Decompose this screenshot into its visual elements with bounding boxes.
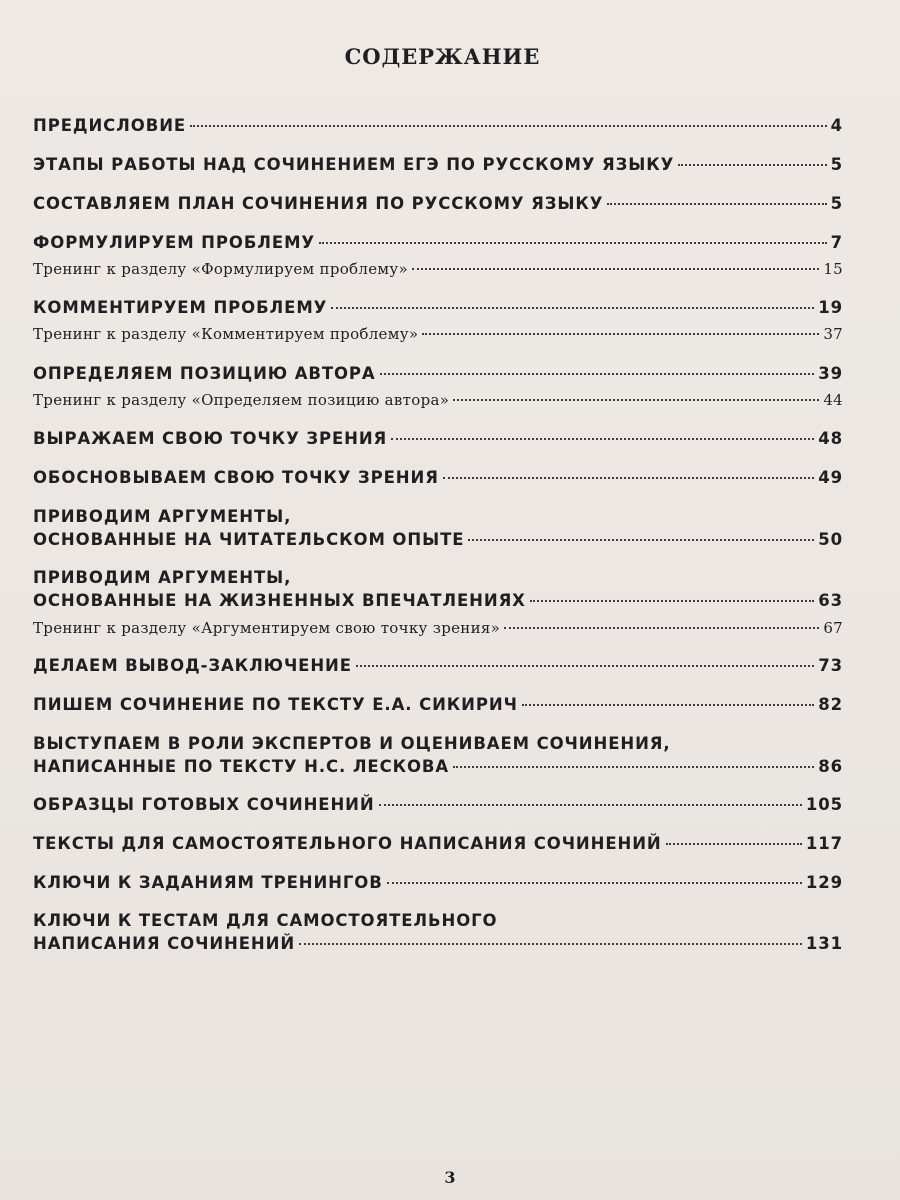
dot-leader: [522, 704, 814, 706]
toc-entry-page: 4: [830, 116, 843, 135]
toc-entry-page: 48: [818, 429, 843, 448]
dot-leader: [379, 804, 802, 806]
toc-entry: [33, 934, 843, 953]
toc-entry-page: 7: [830, 233, 843, 252]
toc-entry-page: 86: [818, 757, 843, 776]
toc-entry-page: 63: [818, 591, 843, 610]
toc-entry-first-line: КЛЮЧИ К ТЕСТАМ ДЛЯ САМОСТОЯТЕЛЬНОГО: [33, 911, 498, 930]
toc-entry-page: 82: [818, 695, 843, 714]
toc-entry-label: Тренинг к разделу «Комментируем проблему»: [33, 325, 419, 343]
dot-leader: [356, 665, 814, 667]
dot-leader: [453, 399, 819, 401]
toc-subentry: [33, 391, 843, 409]
toc-entry-label: Тренинг к разделу «Аргументируем свою точку зрения»: [33, 619, 501, 637]
toc-entry: [33, 873, 843, 892]
toc-entry: [33, 298, 843, 317]
toc-entry: [33, 429, 843, 448]
toc-entry-label: ВЫРАЖАЕМ СВОЮ ТОЧКУ ЗРЕНИЯ: [33, 429, 388, 448]
toc-subentry: [33, 619, 843, 637]
toc-entry: [33, 194, 843, 213]
dot-leader: [530, 600, 814, 602]
toc-entry: [33, 364, 843, 383]
toc-entry-page: 117: [805, 834, 843, 853]
toc-entry-label: ПРЕДИСЛОВИЕ: [33, 116, 187, 135]
dot-leader: [391, 438, 814, 440]
dot-leader: [387, 882, 802, 884]
toc-entry-label: ОБОСНОВЫВАЕМ СВОЮ ТОЧКУ ЗРЕНИЯ: [33, 468, 439, 487]
toc-entry-label: ДЕЛАЕМ ВЫВОД-ЗАКЛЮЧЕНИЕ: [33, 656, 352, 675]
toc-entry-label: КЛЮЧИ К ЗАДАНИЯМ ТРЕНИНГОВ: [33, 873, 383, 892]
toc-entry-page: 39: [818, 364, 843, 383]
toc-entry-label: Тренинг к разделу «Определяем позицию автора»: [33, 391, 450, 409]
dot-leader: [331, 307, 814, 309]
toc-entry-page: 67: [823, 619, 843, 637]
page-number: 3: [444, 1168, 456, 1187]
toc-entry: [33, 834, 843, 853]
dot-leader: [453, 766, 814, 768]
toc-entry: [33, 233, 843, 252]
toc-entry: [33, 468, 843, 487]
toc-entry-page: 129: [805, 873, 843, 892]
toc-entry: [33, 795, 843, 814]
toc-entry: [33, 757, 843, 776]
toc-entry-page: 44: [823, 391, 843, 409]
dot-leader: [380, 373, 815, 375]
dot-leader: [468, 539, 814, 541]
toc-entry-label: КОММЕНТИРУЕМ ПРОБЛЕМУ: [33, 298, 328, 317]
toc-entry-label: ОСНОВАННЫЕ НА ЖИЗНЕННЫХ ВПЕЧАТЛЕНИЯХ: [33, 591, 526, 610]
toc-entry-label: ЭТАПЫ РАБОТЫ НАД СОЧИНЕНИЕМ ЕГЭ ПО РУССКОМУ ЯЗЫКУ: [33, 155, 675, 174]
dot-leader: [443, 477, 814, 479]
toc-entry-label: ОБРАЗЦЫ ГОТОВЫХ СОЧИНЕНИЙ: [33, 795, 375, 814]
toc-entry-first-line: ПРИВОДИМ АРГУМЕНТЫ,: [33, 568, 292, 587]
toc-entry-first-line: ВЫСТУПАЕМ В РОЛИ ЭКСПЕРТОВ И ОЦЕНИВАЕМ СОЧИНЕНИЯ,: [33, 734, 671, 753]
toc-entry: [33, 656, 843, 675]
dot-leader: [422, 333, 819, 335]
dot-leader: [412, 268, 819, 270]
toc-entry-page: 37: [823, 325, 843, 343]
toc-entry-label: НАПИСАНИЯ СОЧИНЕНИЙ: [33, 934, 296, 953]
toc-entry-page: 73: [818, 656, 843, 675]
toc-entry: [33, 695, 843, 714]
dot-leader: [190, 125, 827, 127]
toc-entry-page: 15: [823, 260, 843, 278]
toc-entry-page: 5: [830, 155, 843, 174]
toc-entry-page: 19: [818, 298, 843, 317]
toc-subentry: [33, 325, 843, 343]
toc-entry-label: ПИШЕМ СОЧИНЕНИЕ ПО ТЕКСТУ Е.А. СИКИРИЧ: [33, 695, 518, 714]
toc-entry: [33, 155, 843, 174]
toc-entry-label: НАПИСАННЫЕ ПО ТЕКСТУ Н.С. ЛЕСКОВА: [33, 757, 450, 776]
dot-leader: [607, 203, 826, 205]
toc-entry: [33, 530, 843, 549]
toc-entry-label: ОСНОВАННЫЕ НА ЧИТАТЕЛЬСКОМ ОПЫТЕ: [33, 530, 465, 549]
toc-entry-page: 5: [830, 194, 843, 213]
toc-entry-label: ОПРЕДЕЛЯЕМ ПОЗИЦИЮ АВТОРА: [33, 364, 376, 383]
toc-entry-page: 49: [818, 468, 843, 487]
toc-entry-first-line: ПРИВОДИМ АРГУМЕНТЫ,: [33, 507, 292, 526]
toc-entry-label: ФОРМУЛИРУЕМ ПРОБЛЕМУ: [33, 233, 316, 252]
dot-leader: [319, 242, 827, 244]
toc-entry-label: СОСТАВЛЯЕМ ПЛАН СОЧИНЕНИЯ ПО РУССКОМУ ЯЗЫКУ: [33, 194, 604, 213]
toc-entry: [33, 591, 843, 610]
toc-entry-label: ТЕКСТЫ ДЛЯ САМОСТОЯТЕЛЬНОГО НАПИСАНИЯ СОЧИНЕНИЙ: [33, 834, 662, 853]
page-title: СОДЕРЖАНИЕ: [344, 44, 541, 69]
toc-entry-page: 105: [805, 795, 843, 814]
dot-leader: [504, 627, 819, 629]
dot-leader: [678, 164, 826, 166]
toc-entry-label: Тренинг к разделу «Формулируем проблему»: [33, 260, 408, 278]
toc-entry: [33, 116, 843, 135]
toc-subentry: [33, 260, 843, 278]
dot-leader: [666, 843, 802, 845]
toc-entry-page: 50: [818, 530, 843, 549]
toc-entry-page: 131: [805, 934, 843, 953]
dot-leader: [299, 943, 802, 945]
